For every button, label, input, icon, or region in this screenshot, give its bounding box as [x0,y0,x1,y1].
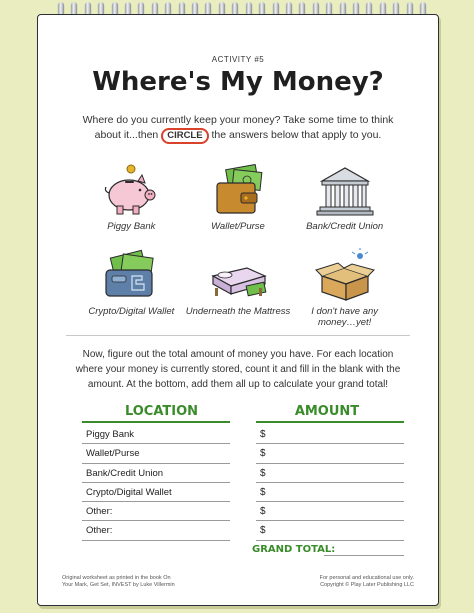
currency-symbol: $ [260,448,266,460]
table-row [74,444,404,463]
intro-before: Where do you currently keep your money? Take some time to think about it...then [82,114,394,141]
table-row [74,502,404,521]
intro-after: the answers below that apply to you. [211,129,382,141]
option-label: Piggy Bank [107,221,156,232]
location-header: LOCATION [124,404,199,419]
row-location: Bank/Credit Union [86,467,164,479]
amount-blank[interactable] [256,540,404,541]
option-label: Underneath the Mattress [185,306,291,317]
options-grid [78,163,398,333]
footer-credit [62,575,222,589]
grand-total-label: GRAND TOTAL: [252,544,336,555]
table-row [74,521,404,540]
currency-symbol: $ [260,486,266,498]
money-table [74,425,404,541]
circle-word: CIRCLE [161,128,208,144]
footer-copyright [284,575,414,589]
option-underneath-mattress[interactable] [185,248,292,333]
option-piggy-bank[interactable] [78,163,185,248]
row-location: Crypto/Digital Wallet [86,486,172,498]
currency-symbol: $ [260,467,266,479]
page-title: Where's My Money? [92,67,384,97]
option-label: Crypto/Digital Wallet [88,306,175,317]
currency-symbol: $ [260,525,266,537]
row-location: Other: [86,525,113,537]
option-label: Bank/Credit Union [306,221,384,232]
footer-credit-line: Your Mark, Get Set, INVEST by Luke Villermin [62,582,175,588]
activity-number: ACTIVITY #5 [211,55,265,64]
wallet-icon [207,163,269,219]
option-bank-credit-union[interactable] [291,163,398,248]
intro-text [70,113,406,144]
location-blank[interactable] [82,540,230,541]
footer-credit-line: Original worksheet as printed in the book On [62,575,171,581]
option-crypto-digital-wallet[interactable] [78,248,185,333]
option-label: Wallet/Purse [211,221,265,232]
option-no-money-yet[interactable] [291,248,398,333]
empty-box-icon [314,248,376,304]
table-row [74,464,404,483]
currency-symbol: $ [260,506,266,518]
table-row [74,483,404,502]
mattress-icon [207,248,269,304]
table-row [74,425,404,444]
instructions-text: Now, figure out the total amount of money you have. For each location where your money is currently stored, count it and fill in the blank with the amount. At the bottom, add them all up to calculate your grand total! [75,349,401,390]
crypto-wallet-icon [100,248,162,304]
amount-header: AMOUNT [294,404,360,419]
footer-copyright-line: Copyright © Play Later Publishing LLC [320,582,414,588]
worksheet-page [37,14,439,606]
option-label: I don't have any money…yet! [311,306,379,328]
footer-copyright-line: For personal and educational use only. [319,575,414,581]
option-wallet-purse[interactable] [185,163,292,248]
amount-header-underline [256,421,404,423]
row-location: Other: [86,506,113,518]
location-header-underline [82,421,230,423]
piggy-bank-icon [100,163,162,219]
bank-icon [314,163,376,219]
row-location: Wallet/Purse [86,448,140,460]
section-divider [66,335,410,336]
row-location: Piggy Bank [86,429,135,440]
currency-symbol: $ [260,429,266,440]
grand-total-blank[interactable] [324,555,404,556]
